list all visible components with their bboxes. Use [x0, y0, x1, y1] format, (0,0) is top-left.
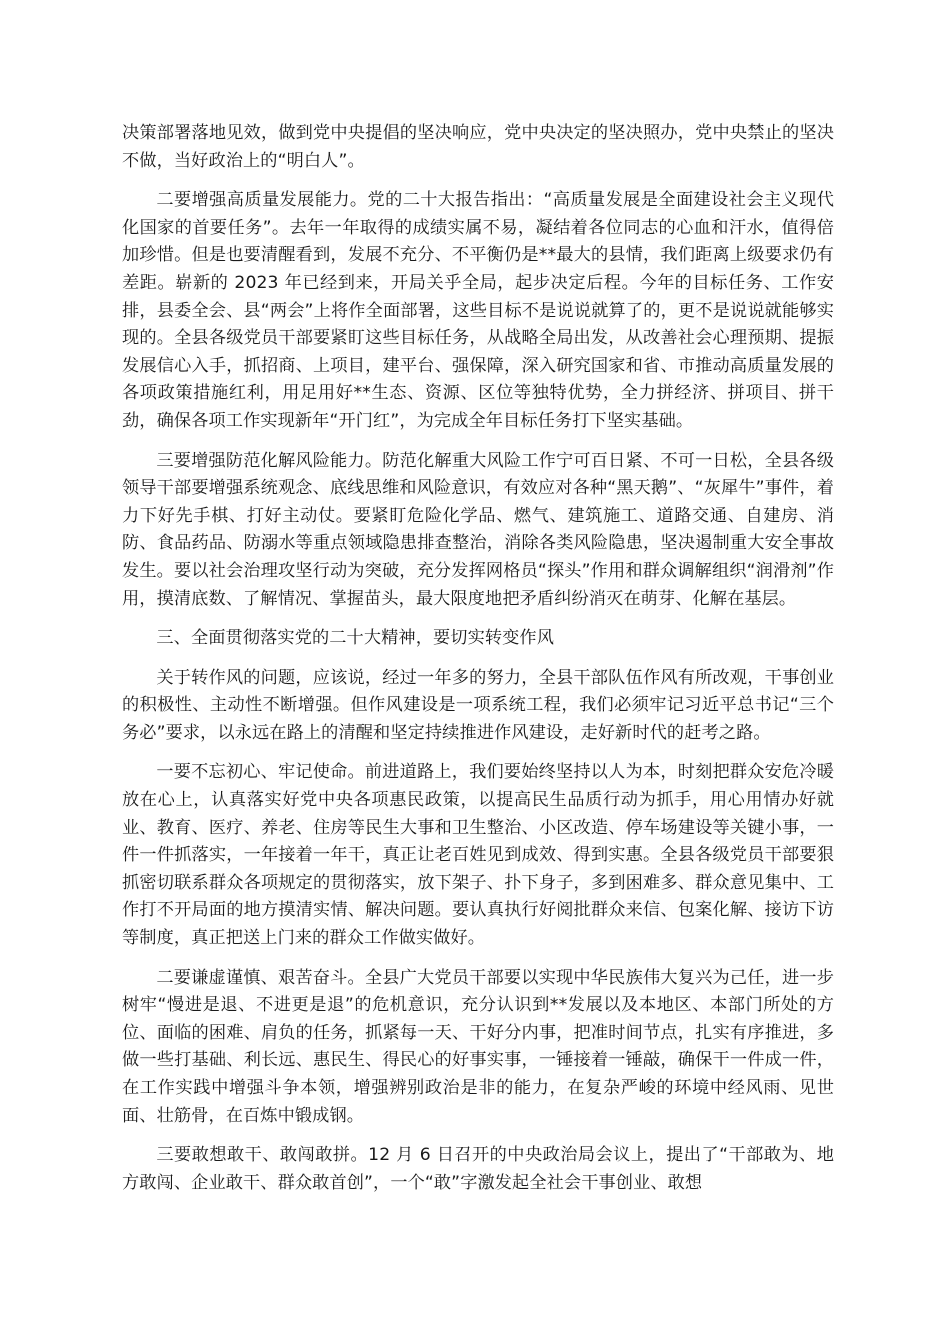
paragraph-continuation: 决策部署落地见效，做到党中央提倡的坚决响应，党中央决定的坚决照办，党中央禁止的坚决不做，当好政治上的“明白人”。	[122, 123, 834, 171]
paragraph-risk-prevention: 三要增强防范化解风险能力。防范化解重大风险工作宁可百日紧、不可一日松，全县各级领导干部要增强系统观念、底线思维和风险意识，有效应对各种“黑天鹅”、“灰犀牛”事件，着力下好先手棋、打好主动仗。要紧盯危险化学品、燃气、建筑施工、道路交通、自建房、消防、食品药品、防溺水等重点领域隐患排查整治，消除各类风险隐患，坚决遏制重大安全事故发生。要以社会治理攻坚行动为突破，充分发挥网格员“探头”作用和群众调解组织“润滑剂”作用，摸清底数、了解情况、掌握苗头，最大限度地把矛盾纠纷消灭在萌芽、化解在基层。	[122, 450, 834, 609]
document-page	[122, 120, 834, 1209]
paragraph-work-style-intro: 关于转作风的问题，应该说，经过一年多的努力，全县干部队伍作风有所改观，干事创业的积极性、主动性不断增强。但作风建设是一项系统工程，我们必须牢记习近平总书记“三个务必”要求，以永远在路上的清醒和坚定持续推进作风建设，走好新时代的赶考之路。	[122, 667, 834, 743]
paragraph-original-mission: 一要不忘初心、牢记使命。前进道路上，我们要始终坚持以人为本，时刻把群众安危冷暖放在心上，认真落实好党中央各项惠民政策，以提高民生品质行动为抓手，用心用情办好就业、教育、医疗、养老、住房等民生大事和卫生整治、小区改造、停车场建设等关键小事，一件一件抓落实，一年接着一年干，真正让老百姓见到成效、得到实惠。全县各级党员干部要狠抓密切联系群众各项规定的贯彻落实，放下架子、扑下身子，多到困难多、群众意见集中、工作打不开局面的地方摸清实情、解决问题。要认真执行好阅批群众来信、包案化解、接访下访等制度，真正把送上门来的群众工作做实做好。	[122, 762, 834, 949]
paragraph-dare-to-act: 三要敢想敢干、敢闯敢拼。12 月 6 日召开的中央政治局会议上，提出了“干部敢为、地方敢闯、企业敢干、群众敢首创”，一个“敢”字激发起全社会干事创业、敢想	[122, 1145, 834, 1193]
section-heading-3: 三、全面贯彻落实党的二十大精神，要切实转变作风	[156, 628, 555, 649]
paragraph-modesty-hard-work: 二要谦虚谨慎、艰苦奋斗。全县广大党员干部要以实现中华民族伟大复兴为己任，进一步树牢“慢进是退、不进更是退”的危机意识，充分认识到**发展以及本地区、本部门所处的方位、面临的困难、肩负的任务，抓紧每一天、干好分内事，把准时间节点，扎实有序推进，多做一些打基础、利长远、惠民生、得民心的好事实事，一锤接着一锤敲，确保干一件成一件，在工作实践中增强斗争本领，增强辨别政治是非的能力，在复杂严峻的环境中经风雨、见世面、壮筋骨，在百炼中锻成钢。	[122, 967, 834, 1126]
paragraph-high-quality-development: 二要增强高质量发展能力。党的二十大报告指出：“高质量发展是全面建设社会主义现代化国家的首要任务”。去年一年取得的成绩实属不易，凝结着各位同志的心血和汗水，值得倍加珍惜。但是也要清醒看到，发展不充分、不平衡仍是**最大的县情，我们距离上级要求仍有差距。崭新的 2023 年已经到来，开局关乎全局，起步决定后程。今年的目标任务、工作安排，县委全会、县“两会”上将作全面部署，这些目标不是说说就算了的，更不是说说就能够实现的。全县各级党员干部要紧盯这些目标任务，从战略全局出发，从改善社会心理预期、提振发展信心入手，抓招商、上项目，建平台、强保障，深入研究国家和省、市推动高质量发展的各项政策措施红利，用足用好**生态、资源、区位等独特优势，全力拼经济、拼项目、拼干劲，确保各项工作实现新年“开门红”，为完成全年目标任务打下坚实基础。	[122, 190, 834, 431]
